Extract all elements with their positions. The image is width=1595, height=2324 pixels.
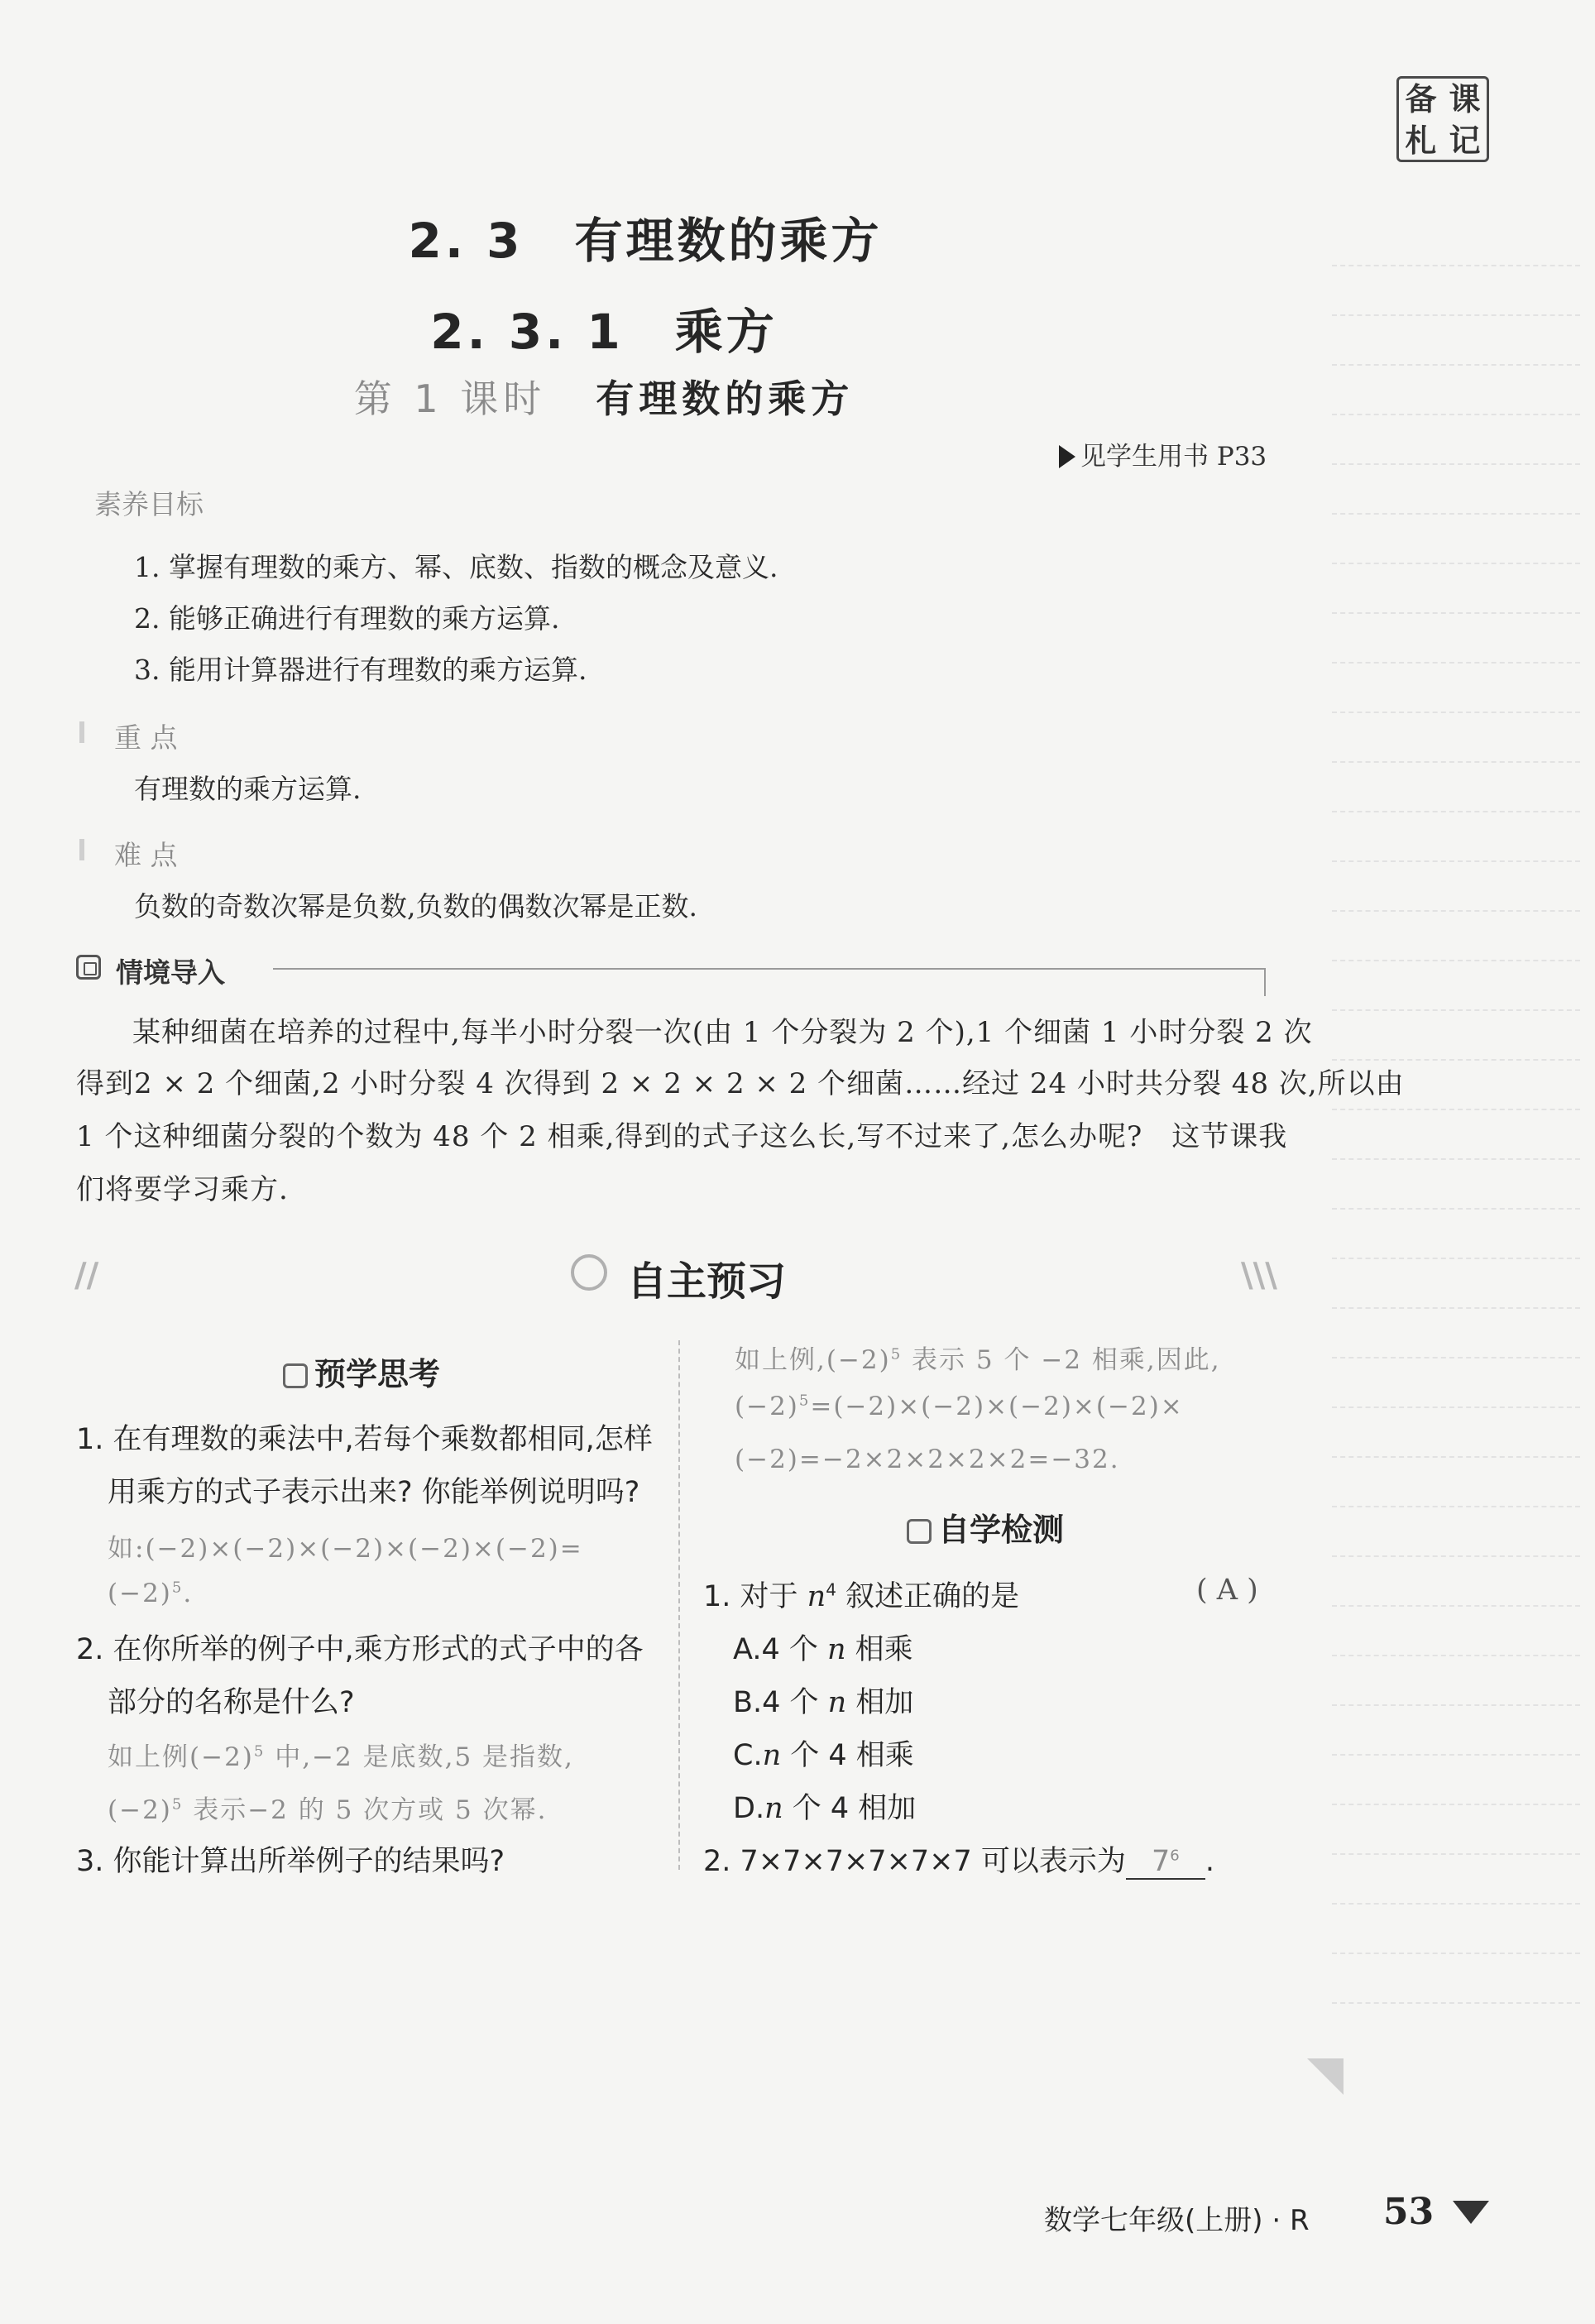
objective-item: 1. 掌握有理数的乘方、幂、底数、指数的概念及意义. [134,551,778,583]
stamp-char: 札 [1405,122,1437,159]
objectives-label: 素养目标 [94,488,204,520]
preview-answer: $(-2)^5$. [108,1579,194,1608]
check-icon [907,1519,932,1544]
reference-text: 见学生用书 P33 [1080,442,1267,472]
option-b: B.4 个 n 相加 [733,1686,914,1719]
preview-answer: 如上例$,(-2)^5$ 表示 5 个 −2 相乘,因此, [735,1345,1221,1375]
context-line: 1 个这种细菌分裂的个数为 48 个 2 相乘,得到的式子这么长,写不过来了,怎么办呢? 这节课我 [76,1120,1288,1153]
lesson-period: 第 1 课时 [353,376,547,421]
context-divider-end [1264,968,1266,996]
lesson-title [0,369,1208,424]
context-divider [273,968,1266,970]
section-marker [79,721,84,743]
preview-answer: $(-2)^5$ 表示−2 的 5 次方或 5 次幂. [108,1795,548,1825]
objective-item: 3. 能用计算器进行有理数的乘方运算. [134,654,587,686]
key-point-text: 有理数的乘方运算. [134,773,362,805]
context-line: 得到2 × 2 个细菌,2 小时分裂 4 次得到 2 × 2 × 2 × 2 个细菌……经过 24 小时共分裂 48 次,所以由 [76,1067,1405,1100]
banner-right-decoration: \\\ [1241,1256,1277,1295]
preview-question: 部分的名称是什么? [108,1686,355,1719]
self-test-question: 1. 对于 $n^4$ 叙述正确的是 [703,1579,1020,1613]
stamp-char: 记 [1449,122,1481,159]
preview-question: 3. 你能计算出所举例子的结果吗? [76,1845,505,1878]
preview-thinking-heading: 预学思考 [283,1349,440,1394]
lesson-topic: 有理数的乘方 [596,376,855,421]
footer-book-title: 数学七年级(上册) · R [1044,2204,1310,2237]
context-icon [76,955,101,980]
footer-arrow-icon [1453,2201,1489,2224]
preview-answer: $(-2)^5=(-2)\times(-2)\times(-2)\times(-2)\times$ [735,1392,1184,1421]
section-marker [79,839,84,860]
self-test-answer: ( A ) [1196,1574,1258,1607]
preview-banner-title: 自主预习 [627,1258,787,1305]
stamp-char: 课 [1449,81,1481,117]
notes-stamp [1396,76,1489,162]
subsection-title: 2. 3. 1 乘方 [430,304,778,360]
key-point-label: 重 点 [114,721,178,754]
page-number: 53 [1383,2191,1435,2233]
banner-left-decoration: // [74,1256,99,1295]
context-label: 情境导入 [116,956,225,989]
column-divider [678,1340,680,1870]
self-test-heading: 自学检测 [907,1504,1064,1550]
stamp-char: 备 [1405,81,1437,117]
option-d: D.n 个 4 相加 [733,1792,917,1825]
context-line: 某种细菌在培养的过程中,每半小时分裂一次(由 1 个分裂为 2 个),1 个细菌 1 小时分裂 2 次 [132,1016,1313,1049]
section-title: 2. 3 有理数的乘方 [408,213,883,269]
answer-blank: $7^6$ [1126,1845,1205,1880]
option-a: A.4 个 n 相乘 [733,1633,913,1666]
difficulty-text: 负数的奇数次幂是负数,负数的偶数次幂是正数. [134,890,697,922]
difficulty-label: 难 点 [114,839,178,871]
preview-question: 1. 在有理数的乘法中,若每个乘数都相同,怎样 [76,1423,653,1456]
notebook-icon [283,1363,308,1388]
preview-question: 2. 在你所举的例子中,乘方形式的式子中的各 [76,1633,644,1666]
option-c: C.n 个 4 相乘 [733,1739,914,1772]
student-book-reference [1059,435,1267,472]
corner-decoration [1307,2058,1344,2095]
preview-answer: 如:(−2)×(−2)×(−2)×(−2)×(−2)= [108,1534,583,1564]
preview-banner-icon [571,1254,607,1291]
preview-question: 用乘方的式子表示出来? 你能举例说明吗? [108,1476,640,1509]
objective-item: 2. 能够正确进行有理数的乘方运算. [134,602,560,635]
context-line: 们将要学习乘方. [76,1173,289,1206]
self-test-question: 2. 7×7×7×7×7×7 可以表示为 $7^6$ . [703,1845,1215,1878]
preview-answer: 如上例$(-2)^5$ 中,−2 是底数,5 是指数, [108,1742,574,1772]
preview-answer: (−2)=−2×2×2×2×2=−32. [735,1445,1120,1474]
play-arrow-icon [1059,445,1075,468]
